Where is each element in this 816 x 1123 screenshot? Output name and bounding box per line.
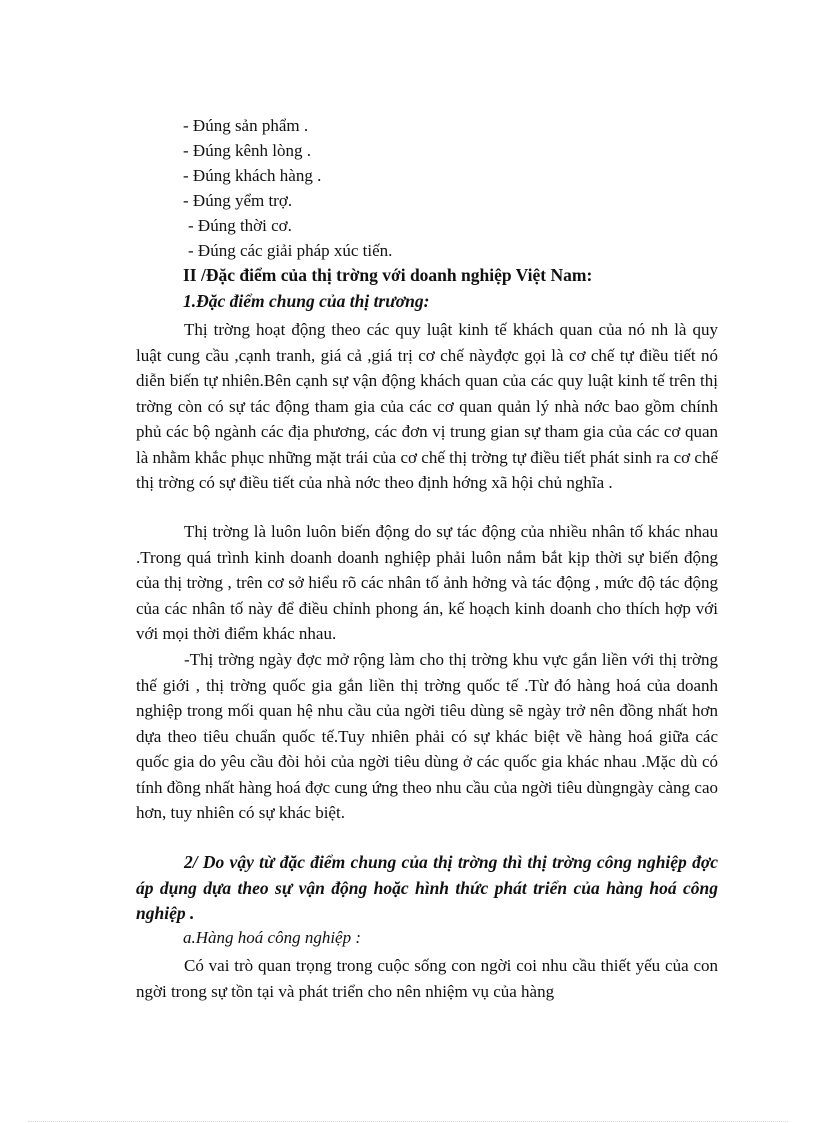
list-item: - Đúng sản phẩm . [183,116,309,135]
paragraph-5 [136,953,718,1004]
section-heading: II /Đặc điểm của thị trờng với doanh nghiệp Việt Nam: [183,265,593,285]
paragraph-text: Có vai trò quan trọng trong cuộc sống con ngời coi nhu cầu thiết yếu của con ngời trong sự tồn tại và phát triển cho nên nhiệm vụ của hàng [136,956,718,1001]
list-item: - Đúng thời cơ. [188,216,292,235]
list-item: - Đúng các giải pháp xúc tiến. [188,241,393,260]
paragraph-text: 2/ Do vậy từ đặc điểm chung của thị trờng thì thị trờng công nghiệp đợc áp dụng dựa theo sự vận động hoặc hình thức phát triển của hàng hoá công nghiệp . [136,852,718,923]
paragraph-text: Thị trờng là luôn luôn biến động do sự tác động của nhiều nhân tố khác nhau .Trong quá trình kinh doanh doanh nghiệp phải luôn nắm bắt kịp thời sự biến động của thị trờng , trên cơ sở hiểu rõ các nhân tố ảnh hởng và tác động , mức độ tác động của các nhân tố này để điều chỉnh phong án, kế hoạch kinh doanh cho thích hợp với với mọi thời điểm khác nhau. [136,522,718,643]
subsection-heading: 1.Đặc điểm chung của thị trương: [183,291,430,311]
paragraph-4-heading [136,850,718,927]
sub-a-heading: a.Hàng hoá công nghiệp : [183,928,362,947]
list-item: - Đúng yểm trợ. [183,191,293,210]
paragraph-text: -Thị trờng ngày đợc mở rộng làm cho thị trờng khu vực gắn liền với thị trờng thế giới , thị trờng quốc gia gắn liền thị trờng quốc tế .Từ đó hàng hoá của doanh nghiệp trong mối quan hệ nhu cầu của ngời tiêu dùng sẽ ngày trở nên đồng nhất hơn dựa theo tiêu chuẩn quốc tế.Tuy nhiên phải có sự khác biệt về hàng hoá giữa các quốc gia do yêu cầu đòi hỏi của ngời tiêu dùng ở các quốc gia khác nhau .Mặc dù có tính đồng nhất hàng hoá đợc cung ứng theo nhu cầu của ngời tiêu dùngngày càng cao hơn, tuy nhiên có sự khác biệt. [136,650,718,822]
list-item: - Đúng khách hàng . [183,166,322,185]
paragraph-1 [136,317,718,496]
paragraph-2 [136,519,718,647]
bullet-list [183,113,392,263]
paragraph-3 [136,647,718,826]
footer-divider [28,1121,788,1122]
paragraph-text: Thị trờng hoạt động theo các quy luật kinh tế khách quan của nó nh là quy luật cung cầu ,cạnh tranh, giá cả ,giá trị cơ chế nàyđợc gọi là cơ chế tự điều tiết nó diễn biến tự nhiên.Bên cạnh sự vận động khách quan của các quy luật kinh tế trên thị trờng còn có sự tác động tham gia của các cơ quan quản lý nhà nớc bao gồm chính phủ các bộ ngành các địa phương, các đơn vị trung gian sự tham gia của các cơ quan là nhằm khắc phục những mặt trái của cơ chế thị trờng tự điều tiết phát sinh ra cơ chế thị trờng có sự điều tiết của nhà nớc theo định hớng xã hội chủ nghĩa . [136,320,718,492]
list-item: - Đúng kênh lòng . [183,141,311,160]
